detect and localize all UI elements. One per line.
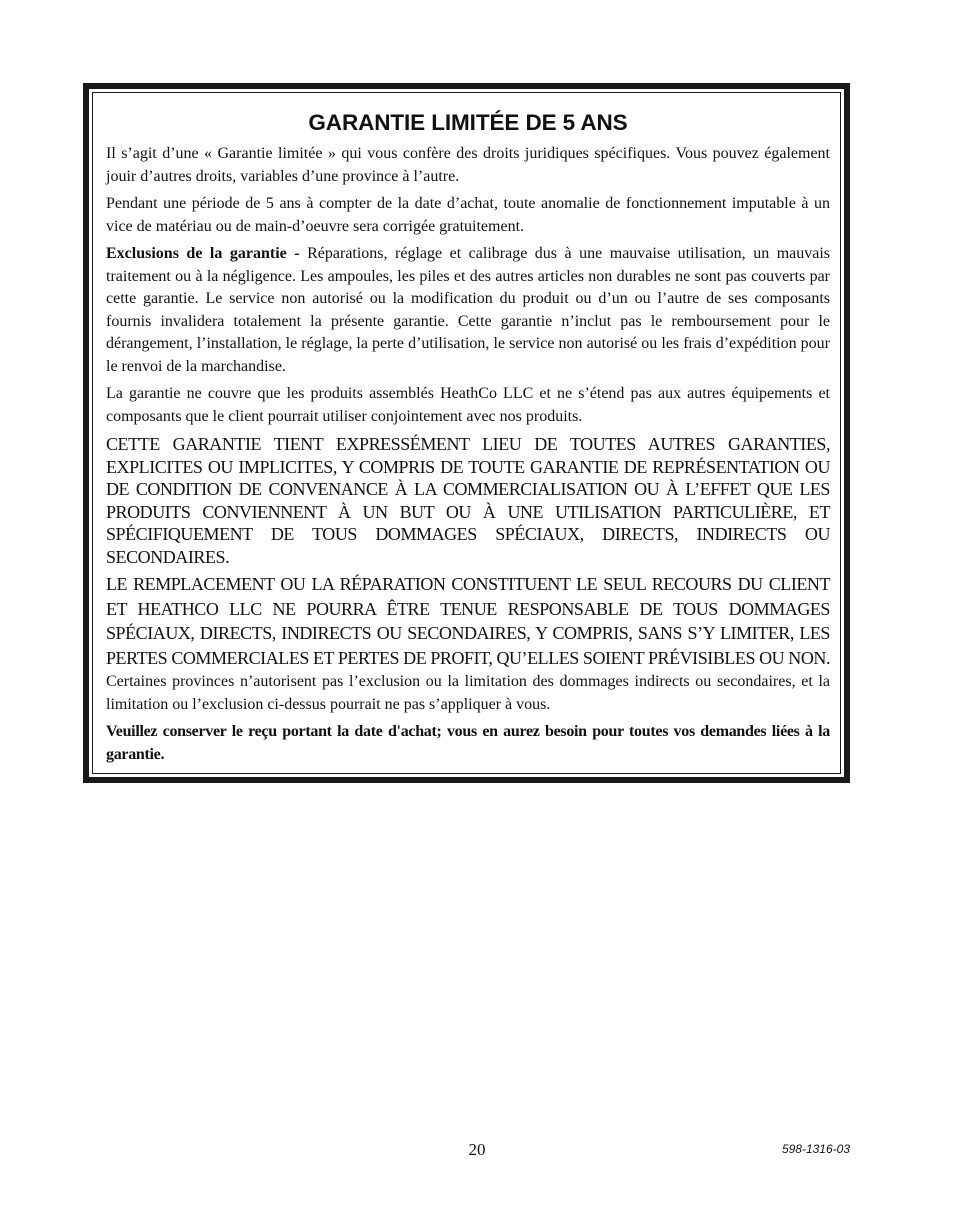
remedy-caps-text: LE REMPLACEMENT OU LA RÉPARATION CONSTITUENT LE SEUL RECOURS DU CLIENT ET HEATHCO LLC NE POURRA ÊTRE TENUE RESPONSABLE DE TOUS DOMMAGES SPÉCIAUX, DIRECTS, INDIRECTS OU SECONDAIRES, Y COMPRIS, SANS S’Y LIMITER, LES PERTES COMMERCIALES ET PERTES DE PROFIT, QU’ELLES SOIENT PRÉVISIBLES OU NON. xyxy=(106,574,830,668)
exclusions-paragraph xyxy=(106,243,830,378)
warranty-box xyxy=(83,83,850,783)
remedy-paragraph xyxy=(106,573,830,716)
page-number: 20 xyxy=(468,1140,486,1159)
receipt-notice: Veuillez conserver le reçu portant la date d'achat; vous en aurez besoin pour toutes vos demandes liées à la garantie. xyxy=(106,723,830,763)
period-paragraph: Pendant une période de 5 ans à compter de la date d’achat, toute anomalie de fonctionnement imputable à un vice de matériau ou de main-d’oeuvre sera corrigée gratuitement. xyxy=(106,195,830,235)
coverage-paragraph: La garantie ne couvre que les produits assemblés HeathCo LLC et ne s’étend pas aux autres équipements et composants que le client pourrait utiliser conjointement avec nos produits. xyxy=(106,385,830,425)
remedy-text: Certaines provinces n’autorisent pas l’exclusion ou la limitation des dommages indirects ou secondaires, et la limitation ou l’exclusion ci-dessus pourrait ne pas s’appliquer à vous. xyxy=(106,673,830,713)
intro-paragraph: Il s’agit d’une « Garantie limitée » qui vous confère des droits juridiques spécifiques. Vous pouvez également jouir d’autres droits, variables d’une province à l’autre. xyxy=(106,145,830,185)
exclusions-label: Exclusions de la garantie - xyxy=(106,245,300,262)
express-clause-paragraph: CETTE GARANTIE TIENT EXPRESSÉMENT LIEU DE TOUTES AUTRES GARANTIES, EXPLICITES OU IMPLICITES, Y COMPRIS DE TOUTE GARANTIE DE REPRÉSENTATION OU DE CONDITION DE CONVENANCE À LA COMMERCIALISATION OU À L’EFFET QUE LES PRODUITS CONVIENNENT À UN BUT OU À UNE UTILISATION PARTICULIÈRE, ET SPÉCIFIQUEMENT DE TOUS DOMMAGES SPÉCIAUX, DIRECTS, INDIRECTS OU SECONDAIRES. xyxy=(106,434,830,567)
warranty-box-inner xyxy=(92,92,841,774)
warranty-title: GARANTIE LIMITÉE DE 5 ANS xyxy=(308,110,628,135)
document-code: 598-1316-03 xyxy=(781,1142,850,1156)
exclusions-text: Réparations, réglage et calibrage dus à une mauvaise utilisation, un mauvais traitement ou à la négligence. Les ampoules, les piles et des autres articles non durables ne sont pas couverts par cette garantie. Le service non autorisé ou la modification du produit ou d’un ou l’autre de ses composants fournis invalidera totalement la présente garantie. Cette garantie n’inclut pas le remboursement pour le dérangement, l’installation, le réglage, la perte d’utilisation, le service non autorisé ou les frais d’expédition pour le renvoi de la marchandise. xyxy=(106,245,831,375)
